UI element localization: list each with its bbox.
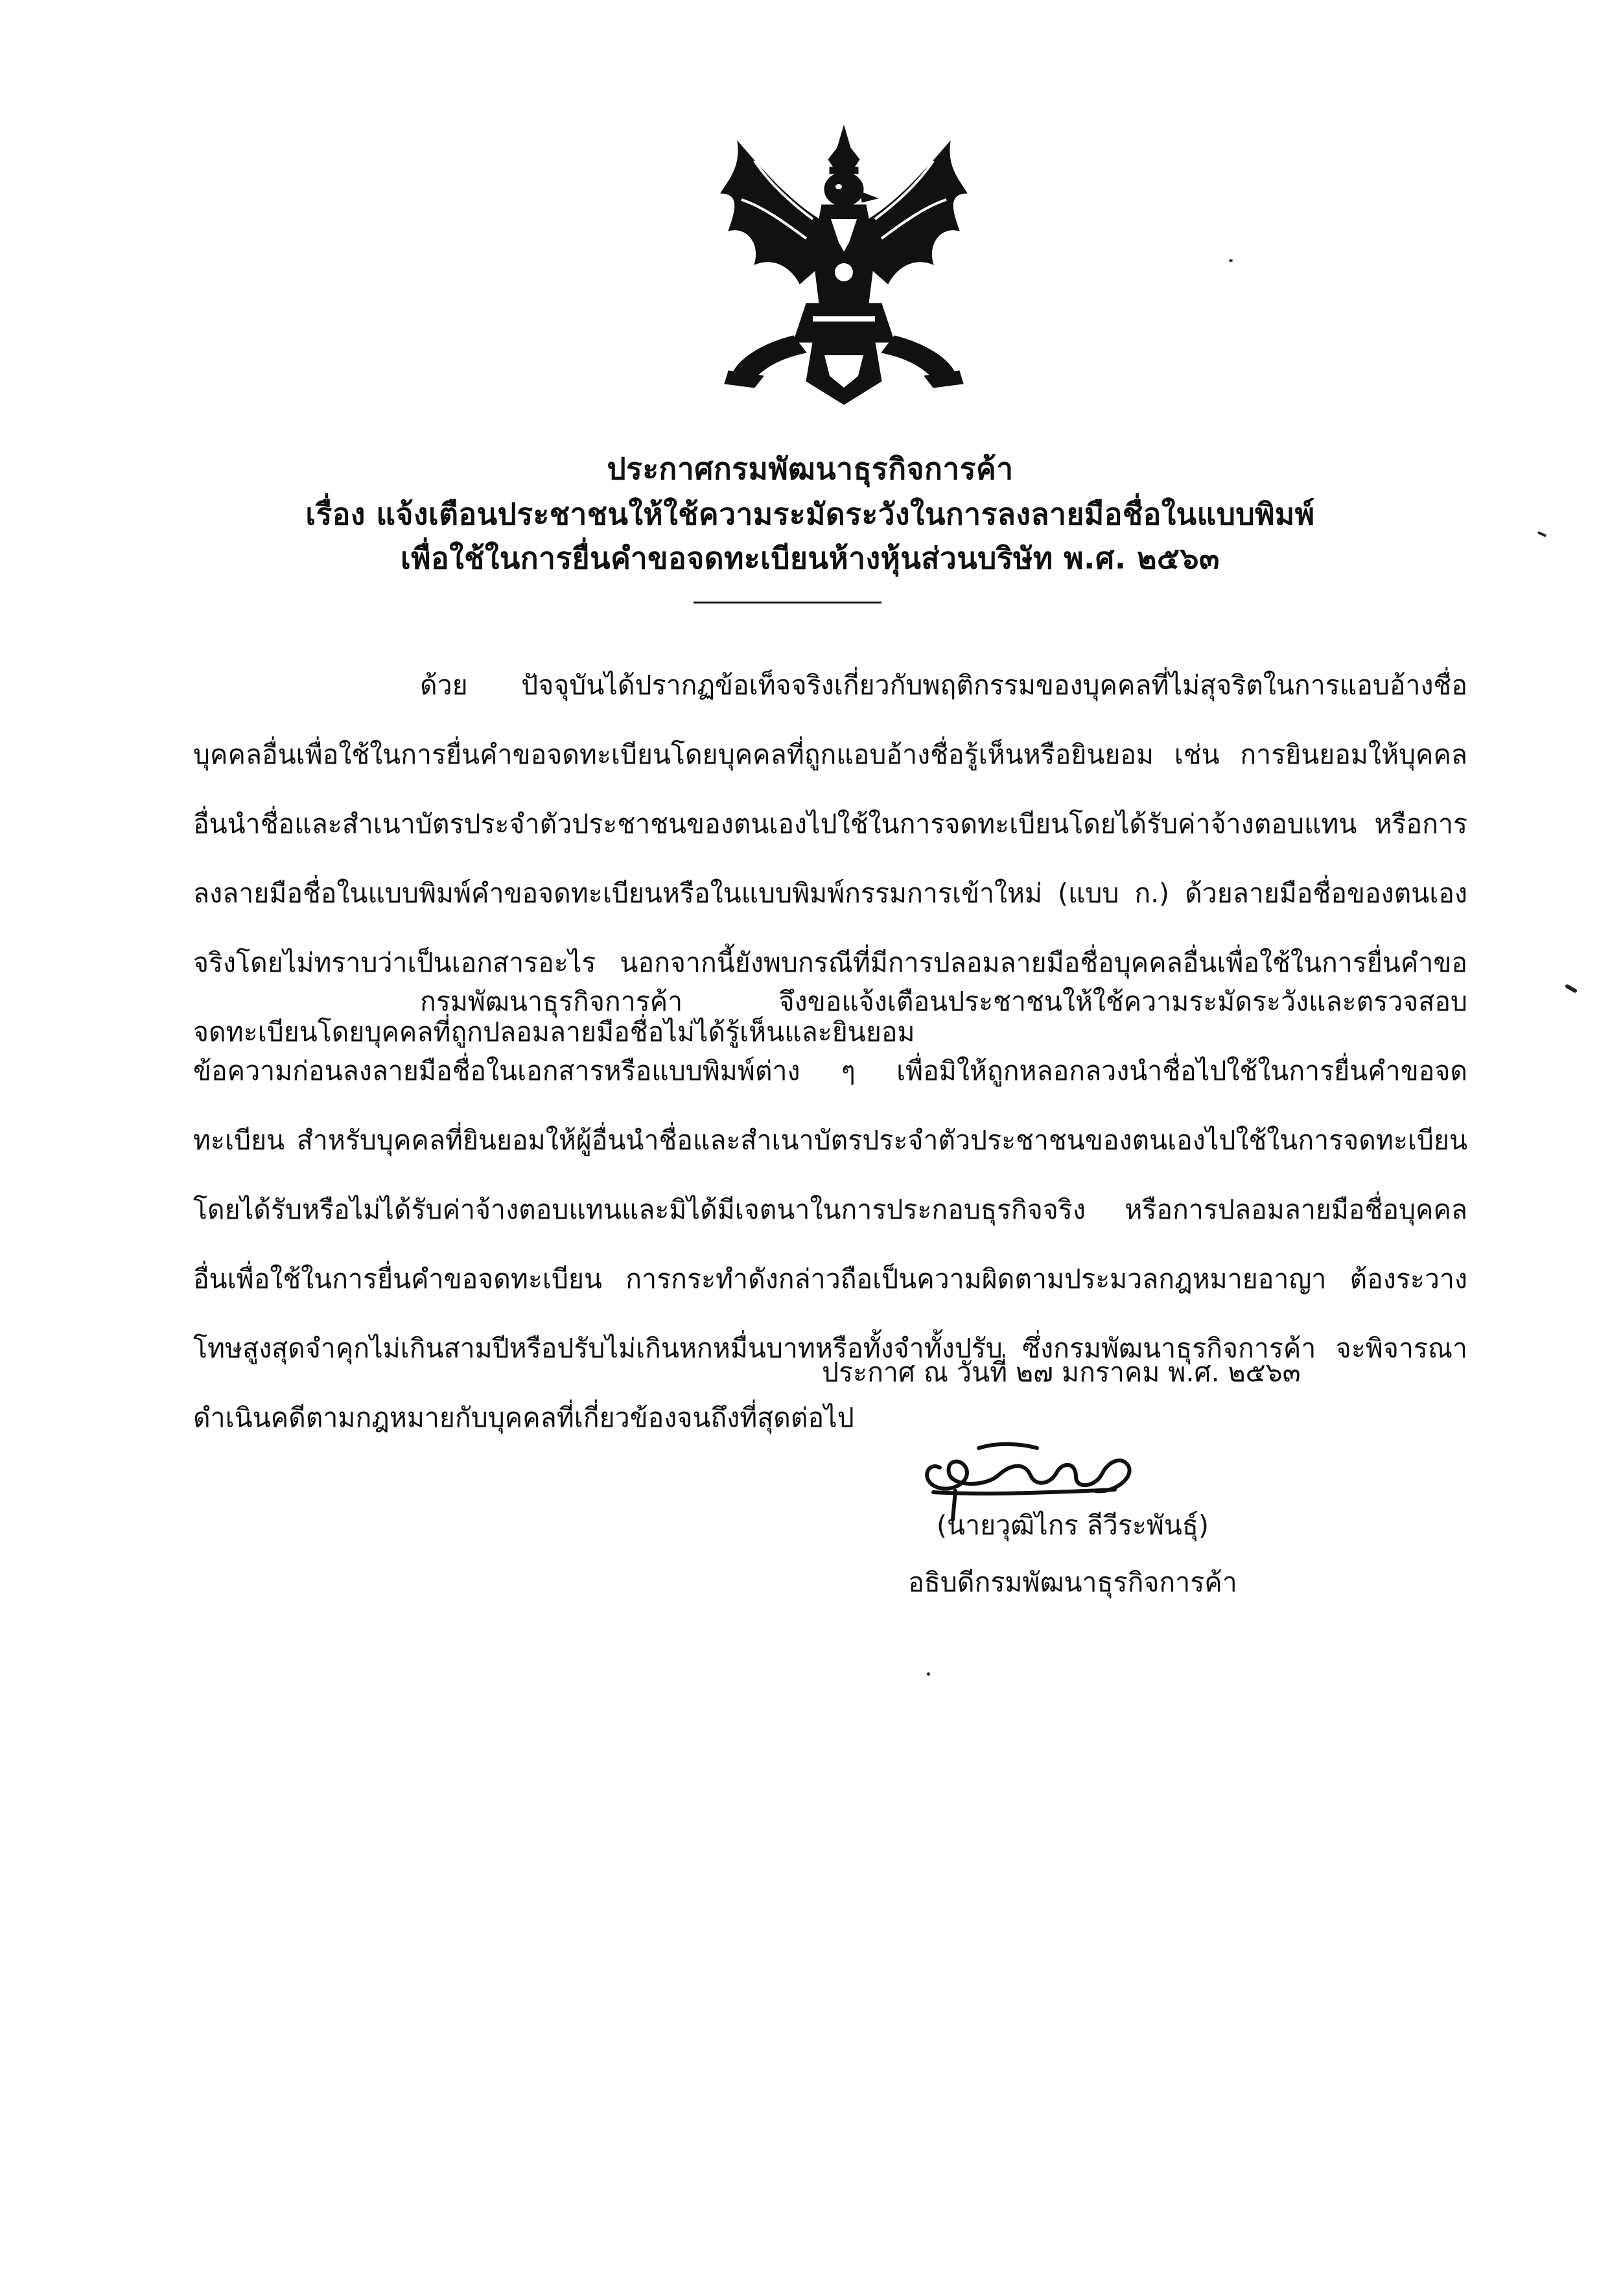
body-paragraph-1-text: ด้วย ปัจจุบันได้ปรากฏข้อเท็จจริงเกี่ยวกับพฤติกรรมของบุคคลที่ไม่สุจริตในการแอบอ้างชื่อบุคคลอื่นเพื่อใช้ในการยื่นคำขอจดทะเบียนโดยบุคคลที่ถูกแอบอ้างชื่อรู้เห็นหรือยินยอม เช่น การยินยอมให้บุคคลอื่นนำชื่อและสำเนาบัตรประจำตัวประชาชนของตนเองไปใช้ในการจดทะเบียนโดยได้รับค่าจ้างตอบแทน หรือการลงลายมือชื่อในแบบพิมพ์คำขอจดทะเบียนหรือในแบบพิมพ์กรรมการเข้าใหม่ (แบบ ก.) ด้วยลายมือชื่อของตนเองจริงโดยไม่ทราบว่าเป็นเอกสารอะไร นอกจากนี้ยังพบกรณีที่มีการปลอมลายมือชื่อบุคคลอื่นเพื่อใช้ในการยื่นคำขอจดทะเบียนโดยบุคคลที่ถูกปลอมลายมือชื่อไม่ได้รู้เห็นและยินยอม: [193, 670, 1467, 1048]
scan-speck: [927, 1672, 930, 1676]
heading-divider: [694, 602, 881, 603]
announcement-subject-line2: เพื่อใช้ในการยื่นคำขอจดทะเบียนห้างหุ้นส่วนบริษัท พ.ศ. ๒๕๖๓: [401, 541, 1220, 576]
signer-name: (นายวุฒิไกร ลีวีระพันธุ์): [937, 1510, 1209, 1541]
garuda-emblem-icon: [716, 122, 972, 407]
signer-title: อธิบดีกรมพัฒนาธุรกิจการค้า: [908, 1567, 1237, 1598]
announcement-subject-line1: เรื่อง แจ้งเตือนประชาชนให้ใช้ความระมัดระวังในการลงลายมือชื่อในแบบพิมพ์: [305, 497, 1315, 532]
announcement-issuer: ประกาศกรมพัฒนาธุรกิจการค้า: [607, 451, 1014, 486]
body-paragraph-2-text: กรมพัฒนาธุรกิจการค้า จึงขอแจ้งเตือนประชาชนให้ใช้ความระมัดระวังและตรวจสอบข้อความก่อนลงลายมือชื่อในเอกสารหรือแบบพิมพ์ต่าง ๆ เพื่อมิให้ถูกหลอกลวงนำชื่อไปใช้ในการยื่นคำขอจดทะเบียน สำหรับบุคคลที่ยินยอมให้ผู้อื่นนำชื่อและสำเนาบัตรประจำตัวประชาชนของตนเองไปใช้ในการจดทะเบียนโดยได้รับหรือไม่ได้รับค่าจ้างตอบแทนและมิได้มีเจตนาในการประกอบธุรกิจจริง หรือการปลอมลายมือชื่อบุคคลอื่นเพื่อใช้ในการยื่นคำขอจดทะเบียน การกระทำดังกล่าวถือเป็นความผิดตามประมวลกฎหมายอาญา ต้องระวางโทษสูงสุดจำคุกไม่เกินสามปีหรือปรับไม่เกินหกหมื่นบาทหรือทั้งจำทั้งปรับ ซึ่งกรมพัฒนาธุรกิจการค้า จะพิจารณาดำเนินคดีตามกฎหมายกับบุคคลที่เกี่ยวข้องจนถึงที่สุดต่อไป: [193, 986, 1467, 1433]
dateline: ประกาศ ณ วันที่ ๒๗ มกราคม พ.ศ. ๒๕๖๓: [822, 1357, 1301, 1388]
scan-speck: [1229, 259, 1233, 262]
scan-speck: [1537, 531, 1546, 537]
scan-speck: [1565, 983, 1578, 993]
